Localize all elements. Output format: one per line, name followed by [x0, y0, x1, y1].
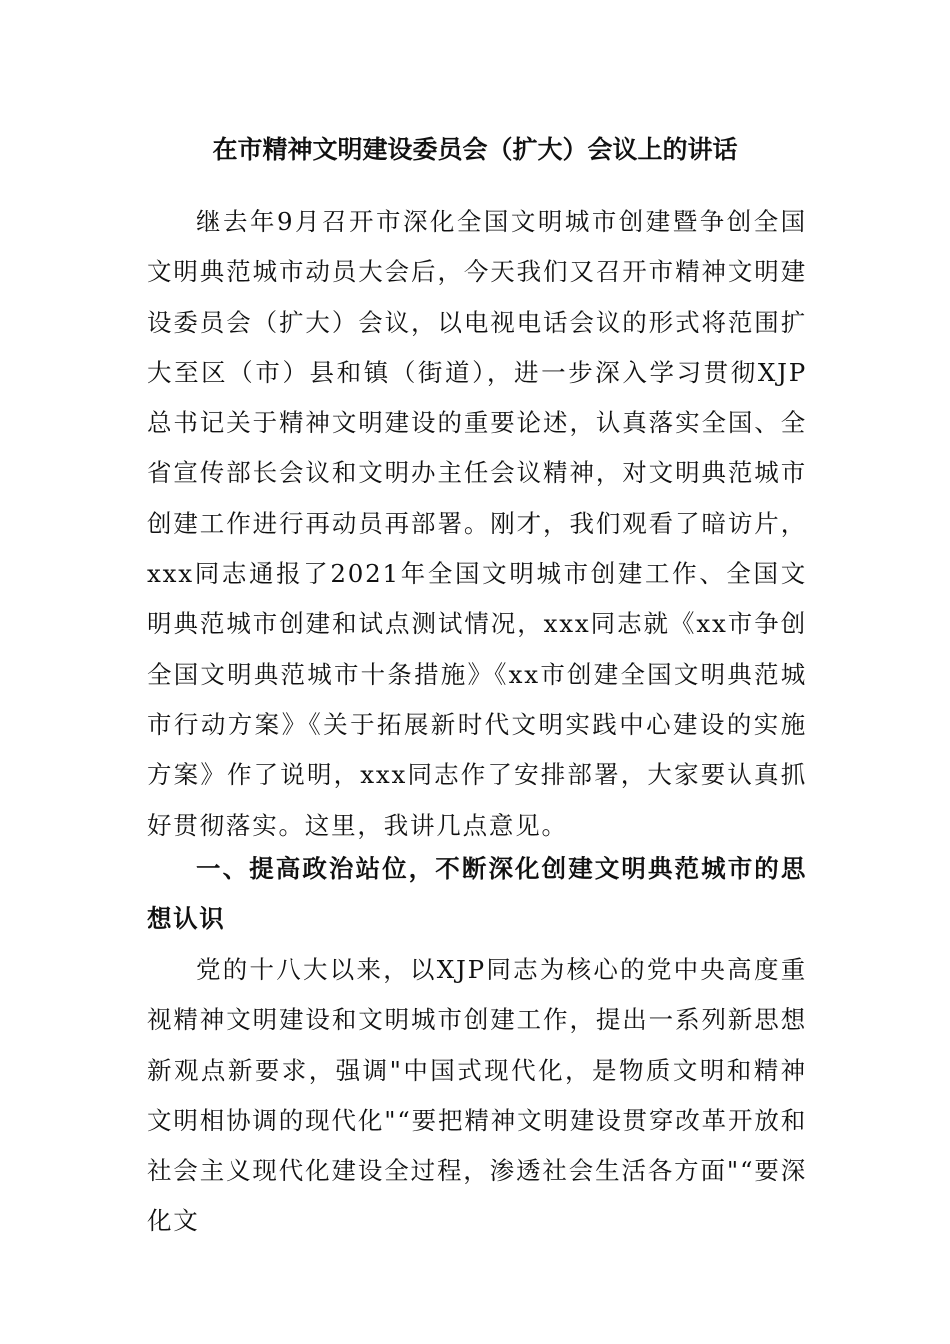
section-heading: 一、提高政治站位，不断深化创建文明典范城市的思想认识	[147, 854, 807, 934]
document-title: 在市精神文明建设委员会（扩大）会议上的讲话	[212, 135, 738, 164]
section-paragraph: 党的十八大以来，以XJP同志为核心的党中央高度重视精神文明建设和文明城市创建工作，提出一系列新思想新观点新要求，强调"中国式现代化，是物质文明和精神文明相协调的现代化"“要把精神文明建设贯穿改革开放和社会主义现代化建设全过程，渗透社会生活各方面"“要深化文	[147, 955, 807, 1236]
body-paragraph: 继去年9月召开市深化全国文明城市创建暨争创全国文明典范城市动员大会后，今天我们又召开市精神文明建设委员会（扩大）会议，以电视电话会议的形式将范围扩大至区（市）县和镇（街道），进一步深入学习贯彻XJP总书记关于精神文明建设的重要论述，认真落实全国、全省宣传部长会议和文明办主任会议精神，对文明典范城市创建工作进行再动员再部署。刚才，我们观看了暗访片，xxx同志通报了2021年全国文明城市创建工作、全国文明典范城市创建和试点测试情况，xxx同志就《xx市争创全国文明典范城市十条措施》《xx市创建全国文明典范城市行动方案》《关于拓展新时代文明实践中心建设的实施方案》作了说明，xxx同志作了安排部署，大家要认真抓好贯彻落实。这里，我讲几点意见。	[147, 207, 807, 840]
